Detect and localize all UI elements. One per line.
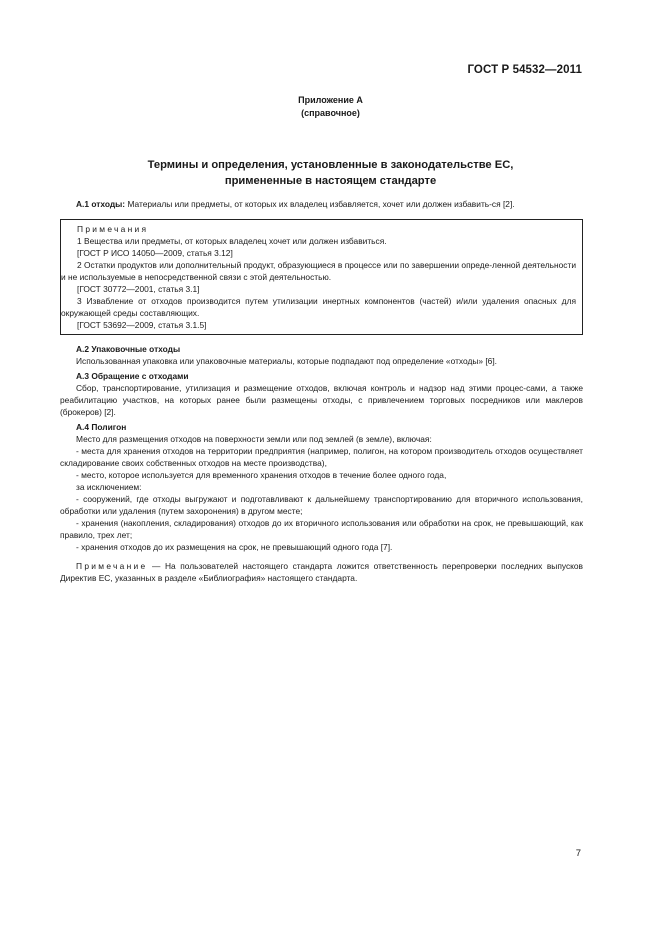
term-a4-line: - места для хранения отходов на территории предприятия (например, полигон, на котором производитель отходов осуществляет складирование своих собственных отходов на месте производства),: [60, 446, 583, 468]
term-a2-text: Использованная упаковка или упаковочные материалы, которые подпадают под определение «отходы» [6].: [76, 356, 497, 366]
term-a4-heading: А.4 Полигон: [76, 422, 127, 432]
annex-label: Приложение А: [298, 95, 363, 105]
term-a1-number: А.1: [76, 199, 90, 209]
annex-heading: [0, 94, 661, 120]
term-a4-line: - хранения отходов до их размещения на срок, не превышающий одного года [7].: [76, 542, 393, 552]
notes-heading: Примечания: [77, 224, 149, 234]
note-2: 2 Остатки продуктов или дополнительный продукт, образующиеся в процессе или по завершении опреде-ленной деятельности и не используемые в непосредственной связи с этой деятельностью.: [61, 260, 576, 282]
note-3-ref: [ГОСТ 53692—2009, статья 3.1.5]: [77, 320, 207, 330]
note-2-ref: [ГОСТ 30772—2001, статья 3.1]: [77, 284, 200, 294]
final-note-label: Примечание: [76, 561, 148, 571]
term-a4-line: - сооружений, где отходы выгружают и подготавливают к дальнейшему транспортированию для вторичного использования, обработки или удаления (путем захоронения) в другом месте;: [60, 494, 583, 516]
note-1: 1 Вещества или предметы, от которых владелец хочет или должен избавиться.: [77, 236, 387, 246]
term-a1-definition: Материалы или предметы, от которых их владелец избавляется, хочет или должен избавить-ся [2].: [127, 199, 515, 209]
term-a4-line: - место, которое используется для временного хранения отходов в течение более одного года,: [76, 470, 447, 480]
page-number: 7: [575, 848, 581, 859]
main-content: [60, 198, 583, 584]
document-id: ГОСТ Р 54532—2011: [467, 64, 582, 76]
section-title-line2: примененные в настоящем стандарте: [224, 175, 437, 187]
term-a3-text: Сбор, транспортирование, утилизация и размещение отходов, включая контроль и надзор над этими процес-сами, а также реабилитацию участков, на которых ранее были размещены отходы, с привлечением торговых посредников или маклеров (брокеров) [2].: [60, 383, 583, 417]
term-a4-line: - хранения (накопления, складирования) отходов до их вторичного использования или обработки на срок, не превышающий, как правило, трех лет;: [60, 518, 583, 540]
term-a4-line: за исключением:: [76, 482, 142, 492]
term-a3-heading: А.3 Обращение с отходами: [76, 371, 189, 381]
term-a1-term: отходы:: [91, 199, 126, 209]
final-note: [60, 560, 583, 584]
annex-type: (справочное): [301, 108, 360, 118]
section-title-line1: Термины и определения, установленные в законодательстве ЕС,: [147, 159, 514, 171]
final-note-text: — На пользователей настоящего стандарта ложится ответственность перепроверки последних выпусков Директив ЕС, указанных в разделе «Библиография» настоящего стандарта.: [60, 561, 584, 583]
notes-box: [60, 219, 583, 335]
term-a2-heading: А.2 Упаковочные отходы: [76, 344, 181, 354]
section-title: [60, 157, 601, 189]
term-a1: [60, 198, 583, 210]
term-a4-line: Место для размещения отходов на поверхности земли или под землей (в земле), включая:: [76, 434, 432, 444]
note-1-ref: [ГОСТ Р ИСО 14050—2009, статья 3.12]: [77, 248, 233, 258]
note-3: 3 Извабление от отходов производится путем утилизации инертных компонентов (частей) и/или удаления опасных для окружающей среды составляющих.: [61, 296, 576, 318]
